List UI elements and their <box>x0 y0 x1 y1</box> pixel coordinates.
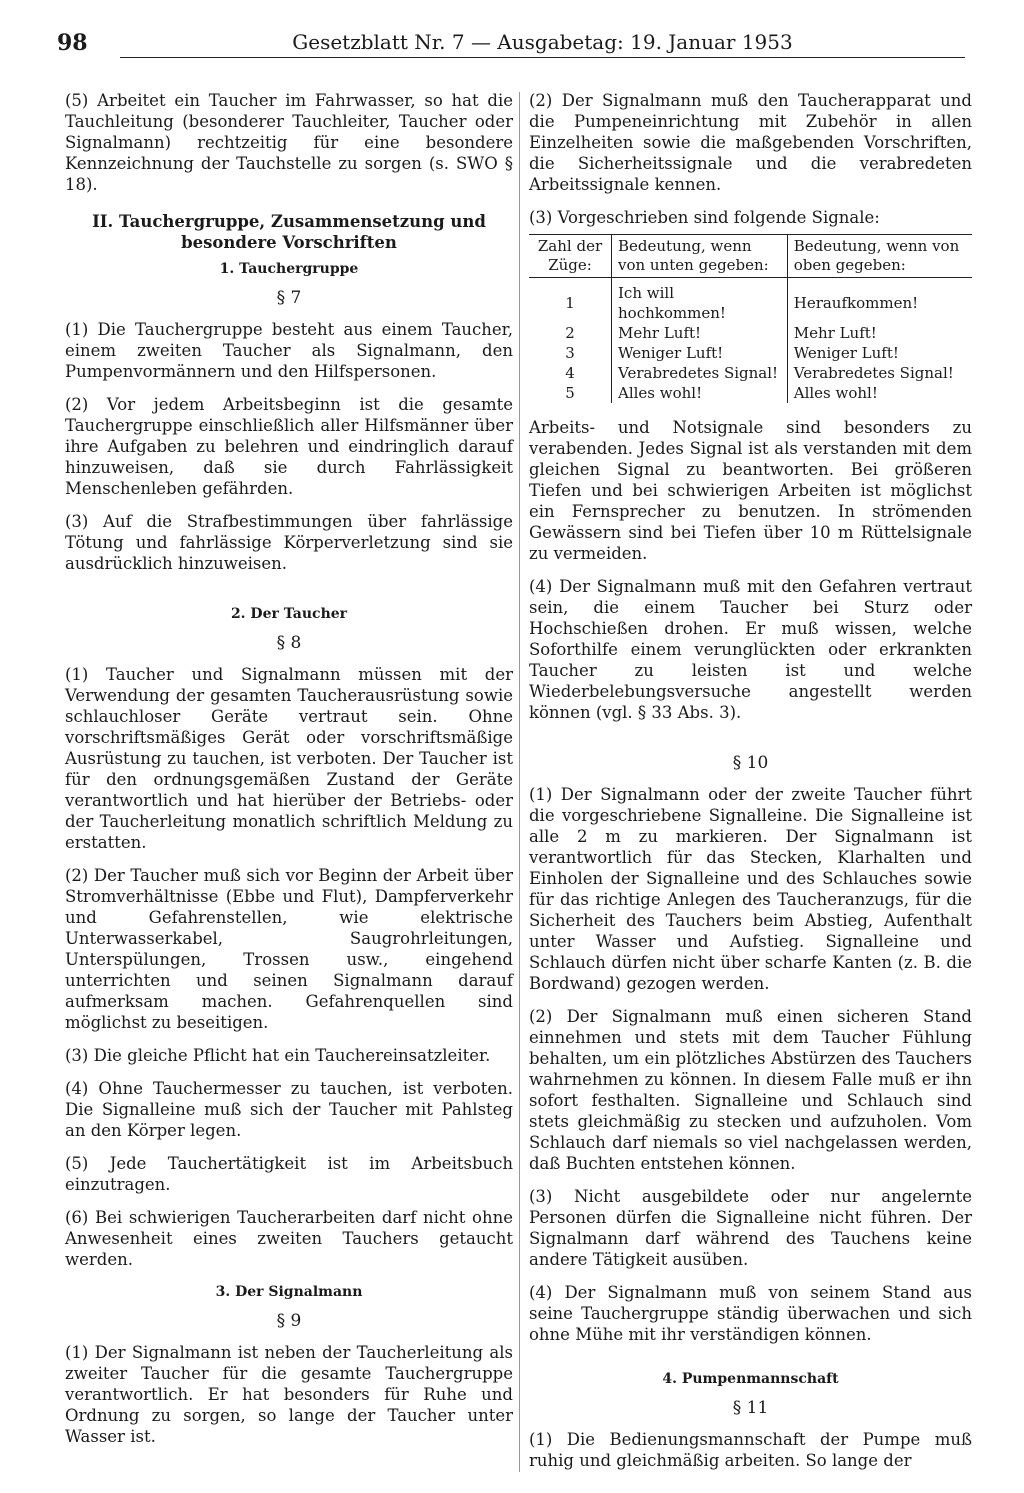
table-row <box>529 363 972 383</box>
paragraph: (2) Vor jedem Arbeitsbeginn ist die gesamte Tauchergruppe einschließlich aller Hilfsmänner über ihre Aufgaben zu belehren und eindringlich darauf hinzuweisen, daß sie durch Fahrlässigkeit Menschenleben gefährden. <box>65 395 513 498</box>
section-title-continued: besondere Vorschriften <box>181 233 397 252</box>
paragraph: (3) Vorgeschrieben sind folgende Signale: <box>529 208 880 227</box>
paragraph: (1) Die Tauchergruppe besteht aus einem Taucher, einem zweiten Taucher als Signalmann, den Pumpenvormännern und den Hilfspersonen. <box>65 320 513 381</box>
right-column <box>529 90 972 1483</box>
paragraph: (4) Der Signalmann muß mit den Gefahren vertraut sein, die einem Taucher bei Sturz oder Hochschießen drohen. Er muß wissen, welche Soforthilfe einem verunglückten oder erkrankten Taucher zu leisten ist und welche Wiederbelebungsversuche angestellt werden können (vgl. § 33 Abs. 3). <box>529 577 972 722</box>
column-header: Bedeutung, wenn von unten gegeben: <box>612 235 788 278</box>
table-cell: 4 <box>565 364 575 382</box>
table-cell: Verabredetes Signal! <box>612 363 788 383</box>
column-divider <box>519 92 520 1472</box>
paragraph: Arbeits- und Notsignale sind besonders zu verabenden. Jedes Signal ist als verstanden mit dem gleichen Signal zu beantworten. Bei größeren Tiefen und bei schwierigen Arbeiten ist möglichst ein Fernsprecher zu benutzen. In strömenden Gewässern sind bei Tiefen über 10 m Rüttelsignale zu vermeiden. <box>529 418 972 563</box>
paragraph: (2) Der Signalmann muß den Taucherapparat und die Pumpeneinrichtung mit Zubehör in allen Einzelheiten sowie die maßgebenden Vorschriften, die Sicherheitssignale und die verabredeten Arbeitssignale kennen. <box>529 91 972 194</box>
table-cell: Heraufkommen! <box>787 278 972 324</box>
paragraph: (5) Arbeitet ein Taucher im Fahrwasser, so hat die Tauchleitung (besonderer Tauchleiter, Taucher oder Signalmann) rechtzeitig für eine besondere Kennzeichnung der Tauchstelle zu sorgen (s. SWO § 18). <box>65 91 513 194</box>
paragraph: (3) Die gleiche Pflicht hat ein Tauchereinsatzleiter. <box>65 1046 491 1065</box>
table-row <box>529 383 972 403</box>
paragraph: (1) Der Signalmann ist neben der Taucherleitung als zweiter Taucher für die gesamte Tauchergruppe verantwortlich. Er hat besonders für Ruhe und Ordnung zu sorgen, so lange der Taucher unter Wasser ist. <box>65 1343 513 1446</box>
table-cell: Alles wohl! <box>612 383 788 403</box>
paragraph: (1) Taucher und Signalmann müssen mit der Verwendung der gesamten Taucherausrüstung sowie schlauchloser Geräte vertraut sein. Ohne vorschriftsmäßiges Gerät oder vorschriftsmäßige Ausrüstung zu tauchen, ist verboten. Der Taucher ist für den ordnungsgemäßen Zustand der Geräte verantwortlich und hat hierüber der Betriebs- oder der Taucherleitung monatlich schriftlich Meldung zu erstatten. <box>65 665 513 852</box>
paragraph: (1) Die Bedienungsmannschaft der Pumpe muß ruhig und gleichmäßig arbeiten. So lange der <box>529 1430 972 1470</box>
paragraph: (4) Der Signalmann muß von seinem Stand aus seine Tauchergruppe ständig überwachen und sich ohne Mühe mit ihr verständigen können. <box>529 1283 972 1344</box>
table-cell: Mehr Luft! <box>787 323 972 343</box>
page-number: 98 <box>57 30 88 56</box>
paragraph: (6) Bei schwierigen Taucherarbeiten darf nicht ohne Anwesenheit eines zweiten Tauchers getaucht werden. <box>65 1208 513 1269</box>
table-cell: Ich will hochkommen! <box>612 278 788 324</box>
table-cell: Alles wohl! <box>787 383 972 403</box>
table-cell: Verabredetes Signal! <box>787 363 972 383</box>
table-row <box>529 278 972 324</box>
column-header: Bedeutung, wenn von oben gegeben: <box>787 235 972 278</box>
table-cell: Weniger Luft! <box>612 343 788 363</box>
table-header-row <box>529 235 972 278</box>
paragraph-number: § 11 <box>732 1398 769 1418</box>
subsection-title: 1. Tauchergruppe <box>219 261 359 277</box>
paragraph-number: § 8 <box>276 633 302 653</box>
paragraph: (3) Auf die Strafbestimmungen über fahrlässige Tötung und fahrlässige Körperverletzung sind sie ausdrücklich hinzuweisen. <box>65 512 513 573</box>
paragraph: (2) Der Signalmann muß einen sicheren Stand einnehmen und stets mit dem Taucher Fühlung behalten, um ein plötzliches Abstürzen des Tauchers wahrnehmen zu können. In diesem Falle muß er ihn sofort festhalten. Signalleine und Schlauch sind stets gleichmäßig zu stecken und aufzuholen. Vom Schlauch darf niemals so viel nachgelassen werden, daß Buchten entstehen können. <box>529 1007 972 1173</box>
paragraph: (4) Ohne Tauchermesser zu tauchen, ist verboten. Die Signalleine muß sich der Taucher mit Pahlsteg an den Körper legen. <box>65 1079 513 1140</box>
paragraph: (2) Der Taucher muß sich vor Beginn der Arbeit über Stromverhältnisse (Ebbe und Flut), Dampferverkehr und Gefahrenstellen, wie elektrische Unterwasserkabel, Saugrohrleitungen, Unterspülungen, Trossen usw., eingehend unterrichten und seinen Signalmann darauf aufmerksam machen. Gefahrenquellen sind möglichst zu beseitigen. <box>65 866 513 1032</box>
column-header: Zahl der Züge: <box>529 235 612 278</box>
paragraph-number: § 9 <box>276 1311 302 1331</box>
table-cell: 2 <box>565 324 575 342</box>
table-cell: Weniger Luft! <box>787 343 972 363</box>
subsection-title: 3. Der Signalmann <box>215 1284 363 1300</box>
table-row <box>529 343 972 363</box>
paragraph-number: § 7 <box>276 288 302 308</box>
table-cell: Mehr Luft! <box>612 323 788 343</box>
left-column <box>65 90 513 1459</box>
table-cell: 5 <box>565 384 575 402</box>
table-cell: 3 <box>565 344 575 362</box>
table-row <box>529 323 972 343</box>
page-header: Gesetzblatt Nr. 7 — Ausgabetag: 19. Januar 1953 <box>120 30 965 58</box>
table-cell: 1 <box>565 294 575 312</box>
paragraph: (1) Der Signalmann oder der zweite Taucher führt die vorgeschriebene Signalleine. Die Signalleine ist alle 2 m zu markieren. Der Signalmann ist verantwortlich für das Stecken, Klarhalten und Einholen der Signalleine und des Schlauches sowie für das richtige Anlegen des Taucheranzugs, für die Sicherheit des Tauchers beim Abstieg, Aufenthalt unter Wasser und Aufstieg. Signalleine und Schlauch dürfen nicht über scharfe Kanten (z. B. die Bordwand) gezogen werden. <box>529 785 972 993</box>
subsection-title: 2. Der Taucher <box>230 606 348 622</box>
signal-table <box>529 234 972 403</box>
paragraph-number: § 10 <box>732 753 769 773</box>
paragraph: (3) Nicht ausgebildete oder nur angelernte Personen dürfen die Signalleine nicht führen. Der Signalmann darf während des Tauchens keine andere Tätigkeit ausüben. <box>529 1187 972 1269</box>
paragraph: (5) Jede Tauchertätigkeit ist im Arbeitsbuch einzutragen. <box>65 1154 513 1194</box>
subsection-title: 4. Pumpenmannschaft <box>662 1371 839 1387</box>
section-title: II. Tauchergruppe, Zusammensetzung und <box>92 212 486 231</box>
